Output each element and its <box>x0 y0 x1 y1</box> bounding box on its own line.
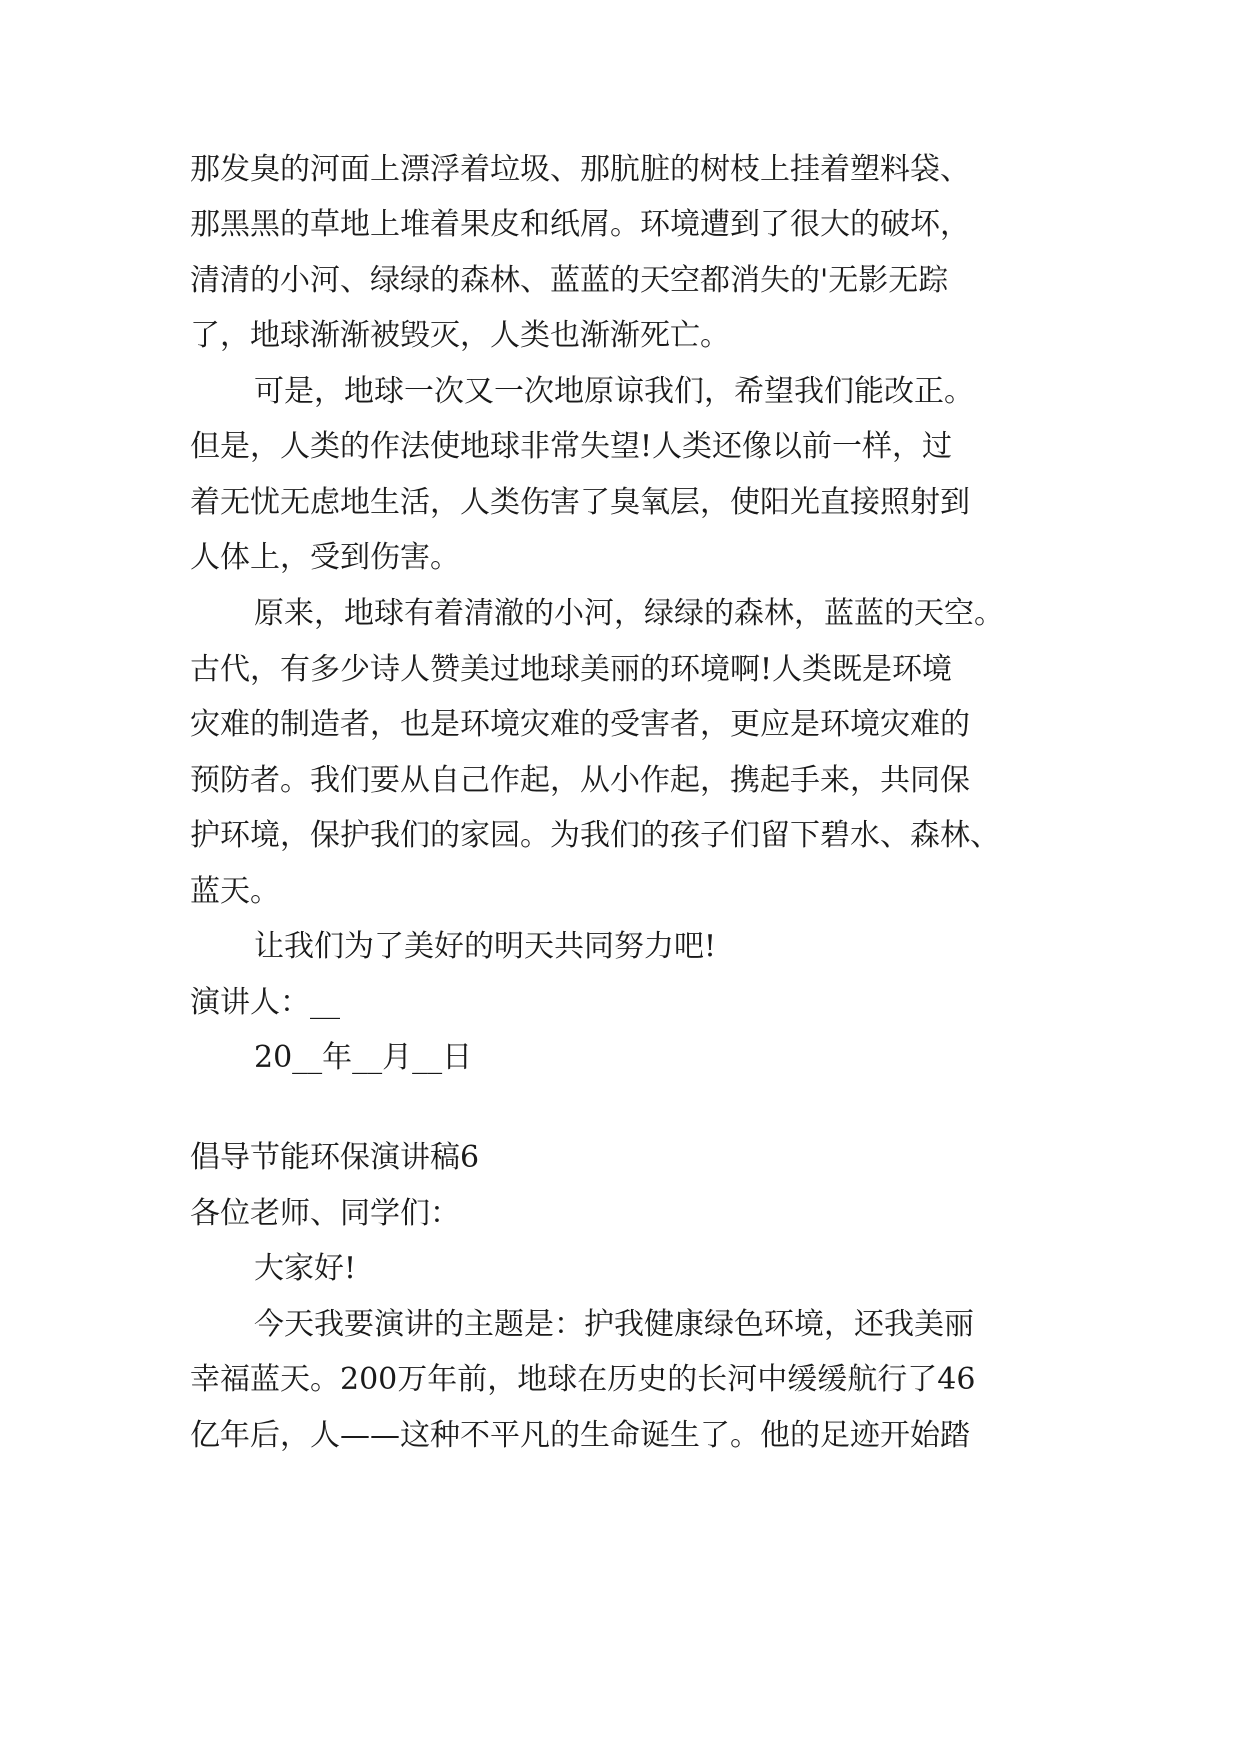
paragraph-line: 那黑黑的草地上堆着果皮和纸屑。环境遭到了很大的破坏， <box>190 207 970 242</box>
paragraph-line: 可是，地球一次又一次地原谅我们，希望我们能改正。 <box>254 374 974 409</box>
paragraph-line: 但是，人类的作法使地球非常失望!人类还像以前一样，过 <box>190 429 953 464</box>
paragraph-line: 让我们为了美好的明天共同努力吧! <box>254 929 717 964</box>
paragraph-line: 清清的小河、绿绿的森林、蓝蓝的天空都消失的'无影无踪 <box>190 263 949 298</box>
section-title: 倡导节能环保演讲稿6 <box>190 1140 480 1175</box>
speaker-line: 演讲人：__ <box>190 985 340 1020</box>
greeting: 大家好! <box>254 1251 357 1286</box>
paragraph-line: 那发臭的河面上漂浮着垃圾、那肮脏的树枝上挂着塑料袋、 <box>190 152 970 187</box>
paragraph-line: 原来，地球有着清澈的小河，绿绿的森林，蓝蓝的天空。 <box>254 596 1004 631</box>
paragraph-line: 幸福蓝天。200万年前，地球在历史的长河中缓缓航行了46 <box>190 1362 976 1397</box>
paragraph-line: 蓝天。 <box>190 874 280 909</box>
paragraph-line: 古代，有多少诗人赞美过地球美丽的环境啊!人类既是环境 <box>190 652 953 687</box>
salutation: 各位老师、同学们： <box>190 1196 460 1231</box>
paragraph-line: 今天我要演讲的主题是：护我健康绿色环境，还我美丽 <box>254 1307 974 1342</box>
date-line: 20__年__月__日 <box>254 1040 473 1075</box>
paragraph-line: 着无忧无虑地生活，人类伤害了臭氧层，使阳光直接照射到 <box>190 485 970 520</box>
paragraph-line: 人体上，受到伤害。 <box>190 540 460 575</box>
paragraph-line: 预防者。我们要从自己作起，从小作起，携起手来，共同保 <box>190 763 970 798</box>
paragraph-line: 灾难的制造者，也是环境灾难的受害者，更应是环境灾难的 <box>190 707 970 742</box>
paragraph-line: 亿年后，人——这种不平凡的生命诞生了。他的足迹开始踏 <box>190 1418 970 1453</box>
paragraph-line: 了，地球渐渐被毁灭，人类也渐渐死亡。 <box>190 318 730 353</box>
paragraph-line: 护环境，保护我们的家园。为我们的孩子们留下碧水、森林、 <box>190 818 1000 853</box>
